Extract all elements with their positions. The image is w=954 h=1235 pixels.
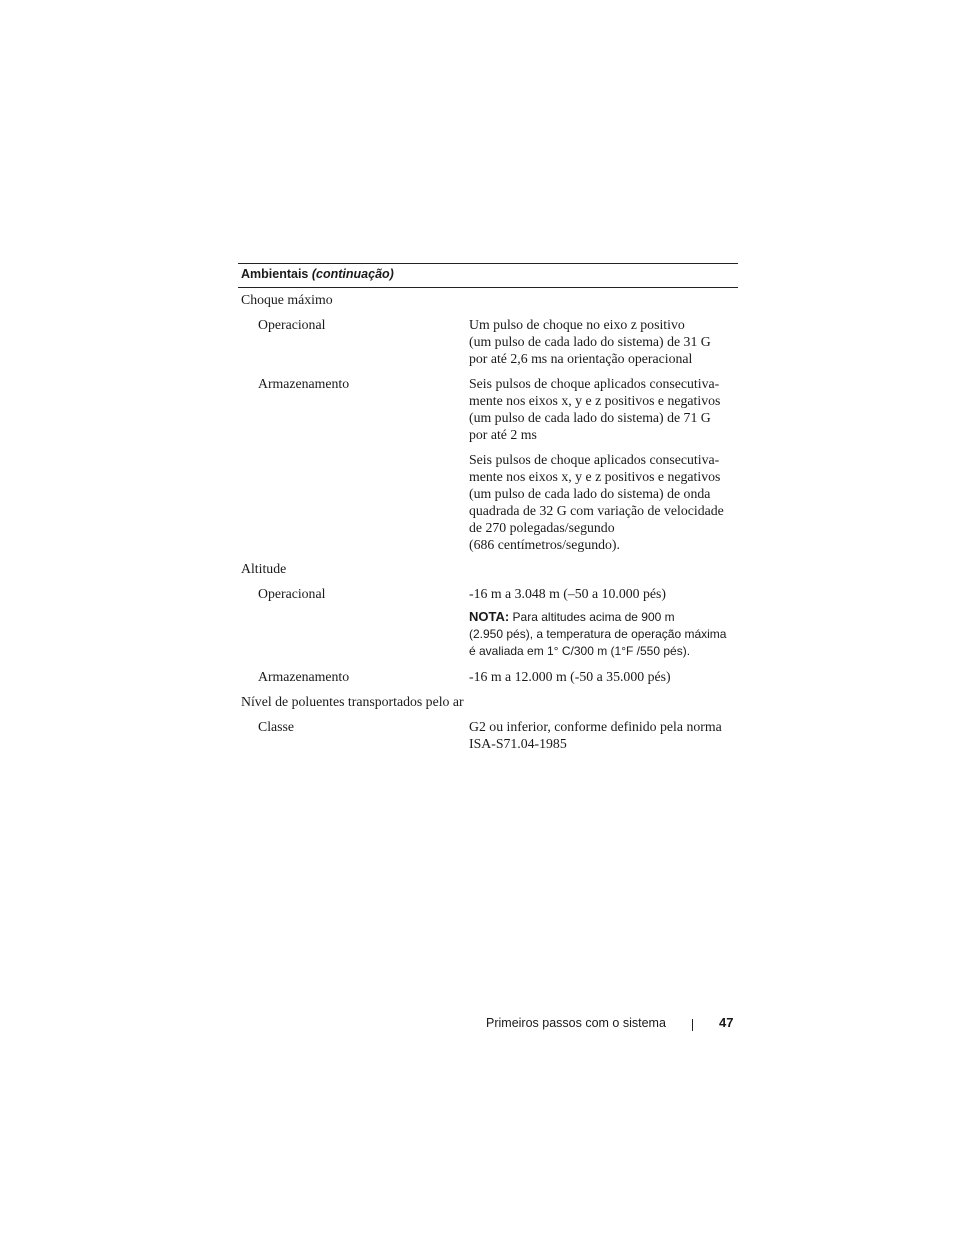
footer-title: Primeiros passos com o sistema [486,1016,666,1030]
altitude-operacional-value: -16 m a 3.048 m (–50 a 10.000 pés) [469,586,666,601]
section-poluentes: Nível de poluentes transportados pelo ar [241,694,464,709]
table-header [238,263,738,288]
note: NOTA: Para altitudes acima de 900 m (2.950 pés), a temperatura de operação máxima é avaliada em 1° C/300 m (1°F /550 pés). [469,609,727,658]
footer-separator [692,1019,693,1031]
choque-armazenamento-value-2: Seis pulsos de choque aplicados consecutiva- mente nos eixos x, y e z positivos e negativos (um pulso de cada lado do sistema) de onda quadrada de 32 G com variação de velocidade de 270 polegadas/segundo (686 centímetros/segundo). [469,452,724,552]
altitude-armazenamento-value: -16 m a 12.000 m (-50 a 35.000 pés) [469,669,671,684]
note-label: NOTA: [469,609,510,624]
row-label-operacional: Operacional [258,317,326,332]
section-choque-maximo: Choque máximo [241,292,333,307]
row-label-operacional: Operacional [258,586,326,601]
classe-value: G2 ou inferior, conforme definido pela norma ISA-S71.04-1985 [469,719,722,751]
choque-armazenamento-value-1: Seis pulsos de choque aplicados consecutiva- mente nos eixos x, y e z positivos e negativos (um pulso de cada lado do sistema) de 71 G por até 2 ms [469,376,721,442]
table-title: Ambientais (continuação) [241,267,394,281]
page-number: 47 [719,1015,734,1030]
row-label-classe: Classe [258,719,295,734]
row-label-armazenamento: Armazenamento [258,376,350,391]
row-label-armazenamento: Armazenamento [258,669,350,684]
section-altitude: Altitude [241,561,287,576]
choque-operacional-value: Um pulso de choque no eixo z positivo (um pulso de cada lado do sistema) de 31 G por até 2,6 ms na orientação operacional [469,317,711,366]
